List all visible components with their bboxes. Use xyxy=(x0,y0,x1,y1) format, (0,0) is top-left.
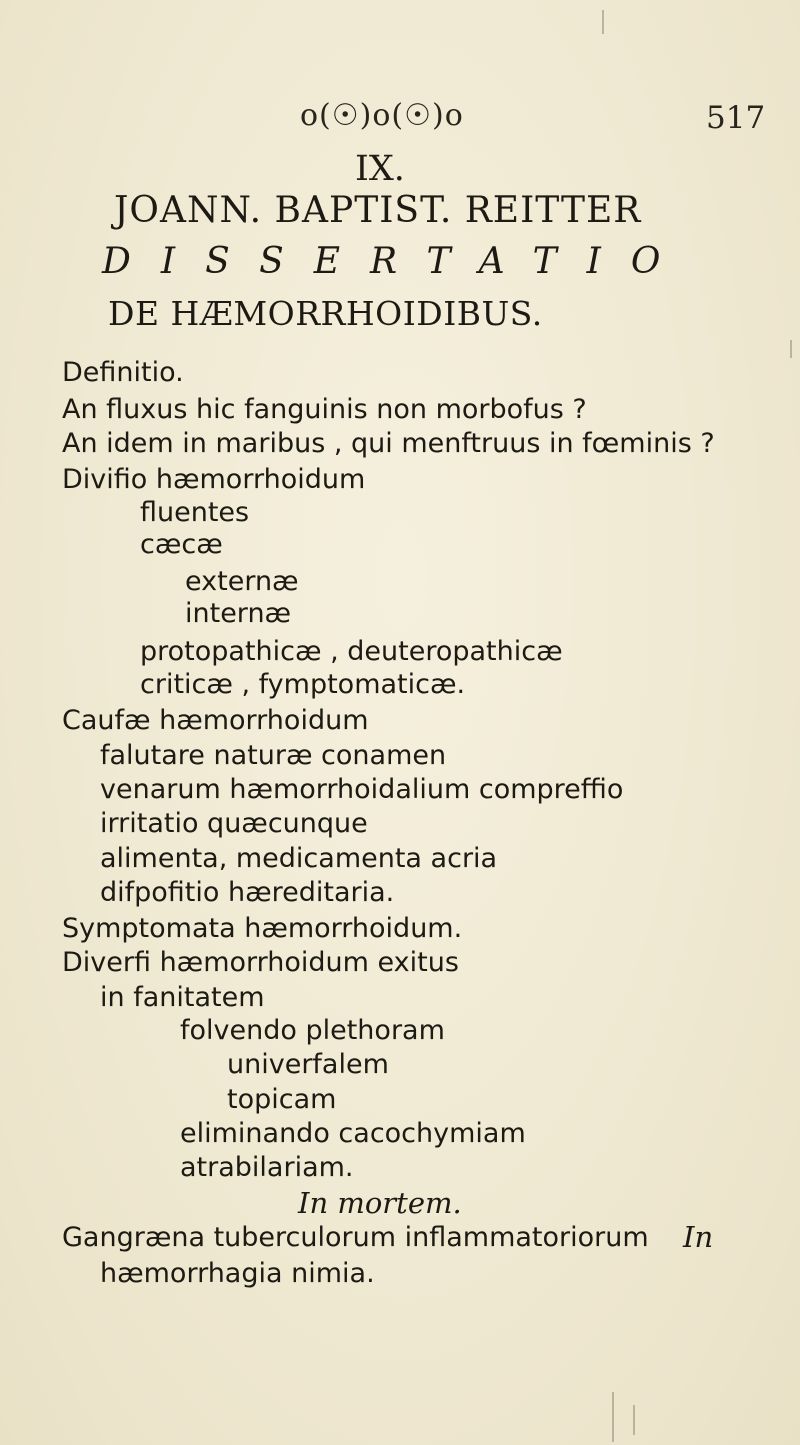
outline-line-definitio: Definitio. xyxy=(62,357,184,388)
outline-line: atrabilariam. xyxy=(180,1152,354,1183)
outline-line: irritatio quæcunque xyxy=(100,808,368,839)
author-line: JOANN. BAPTIST. REITTER xyxy=(114,190,642,231)
outline-line: An fluxus hic fanguinis non morbofus ? xyxy=(62,394,587,425)
outline-line: Caufæ hæmorrhoidum xyxy=(62,705,369,736)
outline-line: An idem in maribus , qui menftruus in fœminis ? xyxy=(62,428,715,459)
dissertation-subtitle: DE HÆMORRHOIDIBUS. xyxy=(108,294,543,333)
outline-line: hæmorrhagia nimia. xyxy=(100,1258,375,1289)
paper-speck xyxy=(633,1405,635,1435)
outline-line: Divifio hæmorrhoidum xyxy=(62,464,366,495)
outline-line: eliminando cacochymiam xyxy=(180,1118,526,1149)
outline-line-in-mortem: In mortem. xyxy=(298,1186,462,1220)
outline-line: univerfalem xyxy=(227,1049,389,1080)
outline-line: Gangræna tuberculorum inflammatoriorum xyxy=(62,1222,649,1253)
outline-line: Diverfi hæmorrhoidum exitus xyxy=(62,947,459,978)
outline-line: alimenta, medicamenta acria xyxy=(100,843,498,874)
outline-line: fluentes xyxy=(140,497,250,528)
outline-line: criticæ , fymptomaticæ. xyxy=(140,669,466,700)
outline-line: cæcæ xyxy=(140,529,223,560)
page-number: 517 xyxy=(706,100,766,136)
outline-line: topicam xyxy=(227,1084,337,1115)
outline-line: falutare naturæ conamen xyxy=(100,740,447,771)
paper-speck xyxy=(612,1392,614,1442)
paper-speck xyxy=(602,10,604,34)
outline-line: Symptomata hæmorrhoidum. xyxy=(62,913,463,944)
outline-line: folvendo plethoram xyxy=(180,1015,445,1046)
dissertation-title: DISSERTATIO xyxy=(102,241,691,282)
outline-line: venarum hæmorrhoidalium compreffio xyxy=(100,774,624,805)
catchword: In xyxy=(683,1220,714,1254)
paper-speck xyxy=(790,340,792,358)
outline-line: externæ xyxy=(185,566,299,597)
outline-line: in fanitatem xyxy=(100,982,265,1013)
outline-line: internæ xyxy=(185,598,292,629)
header-ornament: o(☉)o(☉)o xyxy=(300,98,464,133)
outline-line: difpofitio hæreditaria. xyxy=(100,877,395,908)
section-number: IX. xyxy=(355,149,405,189)
outline-line: protopathicæ , deuteropathicæ xyxy=(140,636,563,667)
